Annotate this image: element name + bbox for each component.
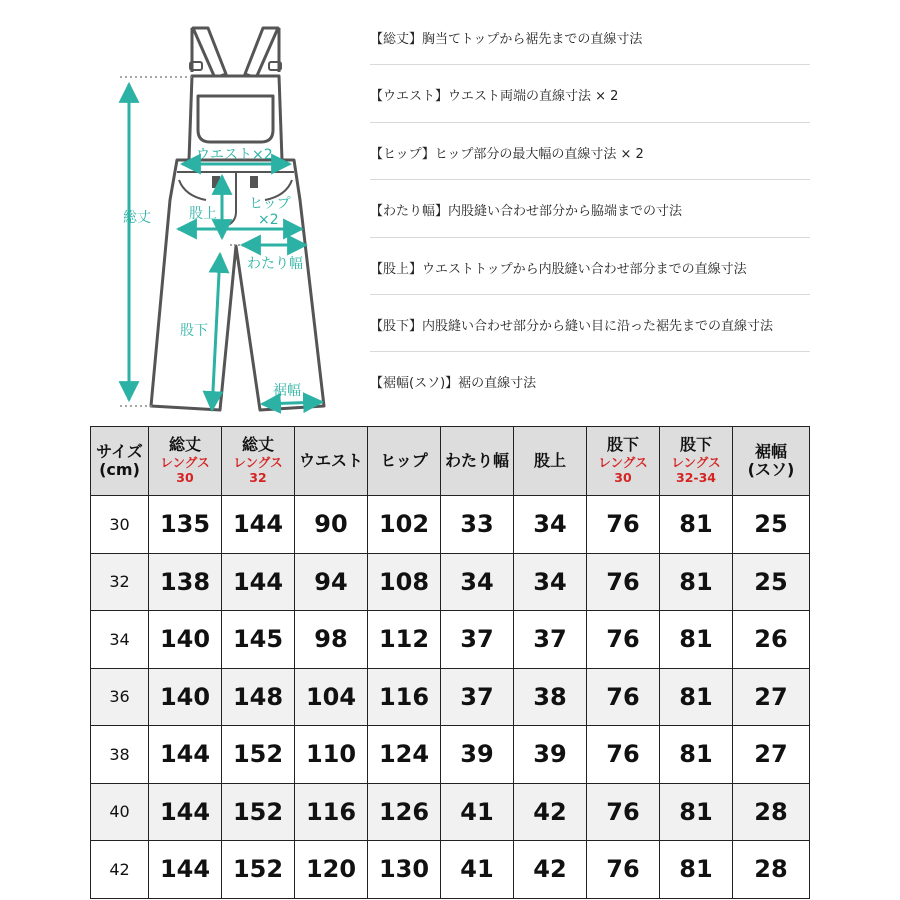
table-row — [91, 496, 810, 554]
value-cell: 76 — [587, 496, 660, 554]
value-cell: 39 — [441, 726, 514, 784]
label-rise: 股上 — [189, 206, 217, 222]
header-sublabel: レングス 32-34 — [671, 454, 721, 486]
legend-hem: 【裾幅(スソ)】裾の直線寸法 — [370, 376, 537, 392]
value-cell: 144 — [149, 726, 222, 784]
header-label: サイズ (cm) — [96, 441, 143, 479]
header-hem — [733, 427, 810, 496]
label-total-length: 総丈 — [123, 210, 151, 226]
value-cell: 81 — [660, 553, 733, 611]
value-cell: 76 — [587, 553, 660, 611]
header-sublabel: レングス 30 — [598, 454, 648, 486]
value-cell: 120 — [295, 841, 368, 899]
header-waist — [295, 427, 368, 496]
size-cell: 34 — [91, 611, 149, 669]
header-total-length-32 — [222, 427, 295, 496]
value-cell: 116 — [368, 668, 441, 726]
value-cell: 152 — [222, 841, 295, 899]
label-hem: 裾幅 — [273, 383, 301, 399]
value-cell: 116 — [295, 783, 368, 841]
size-cell: 42 — [91, 841, 149, 899]
header-thigh — [441, 427, 514, 496]
size-cell: 40 — [91, 783, 149, 841]
header-label: 裾幅 (スソ) — [747, 441, 795, 479]
value-cell: 34 — [514, 553, 587, 611]
label-hip: ヒップ — [249, 196, 291, 212]
header-total-length-30 — [149, 427, 222, 496]
value-cell: 144 — [222, 553, 295, 611]
value-cell: 41 — [441, 841, 514, 899]
value-cell: 76 — [587, 841, 660, 899]
value-cell: 76 — [587, 783, 660, 841]
value-cell: 148 — [222, 668, 295, 726]
value-cell: 42 — [514, 783, 587, 841]
value-cell: 124 — [368, 726, 441, 784]
table-row — [91, 553, 810, 611]
value-cell: 26 — [733, 611, 810, 669]
value-cell: 76 — [587, 668, 660, 726]
value-cell: 37 — [514, 611, 587, 669]
value-cell: 90 — [295, 496, 368, 554]
value-cell: 34 — [514, 496, 587, 554]
legend-thigh: 【わたり幅】内股縫い合わせ部分から脇端までの寸法 — [370, 180, 810, 237]
value-cell: 152 — [222, 783, 295, 841]
size-cell: 30 — [91, 496, 149, 554]
value-cell: 81 — [660, 496, 733, 554]
value-cell: 25 — [733, 496, 810, 554]
value-cell: 81 — [660, 726, 733, 784]
header-rise — [514, 427, 587, 496]
value-cell: 144 — [149, 841, 222, 899]
header-inseam-32-34 — [660, 427, 733, 496]
size-cell: 38 — [91, 726, 149, 784]
header-sublabel: レングス 30 — [160, 454, 210, 486]
value-cell: 76 — [587, 611, 660, 669]
header-label: 総丈 — [168, 435, 201, 455]
value-cell: 112 — [368, 611, 441, 669]
label-inseam: 股下 — [180, 323, 208, 339]
header-label: 股下 — [679, 435, 712, 455]
size-cell: 36 — [91, 668, 149, 726]
label-waist: ウエスト×2 — [196, 147, 273, 163]
value-cell: 144 — [149, 783, 222, 841]
value-cell: 76 — [587, 726, 660, 784]
value-cell: 28 — [733, 783, 810, 841]
legend-rise: 【股上】ウエストトップから内股縫い合わせ部分までの直線寸法 — [370, 238, 810, 295]
legend-waist: 【ウエスト】ウエスト両端の直線寸法 × 2 — [370, 65, 810, 122]
value-cell: 34 — [441, 553, 514, 611]
value-cell: 41 — [441, 783, 514, 841]
value-cell: 27 — [733, 726, 810, 784]
header-inseam-30 — [587, 427, 660, 496]
value-cell: 130 — [368, 841, 441, 899]
header-label: わたり幅 — [444, 450, 509, 470]
value-cell: 144 — [222, 496, 295, 554]
value-cell: 39 — [514, 726, 587, 784]
header-size — [91, 427, 149, 496]
overalls-outline — [151, 28, 324, 410]
value-cell: 110 — [295, 726, 368, 784]
value-cell: 81 — [660, 783, 733, 841]
value-cell: 152 — [222, 726, 295, 784]
value-cell: 135 — [149, 496, 222, 554]
value-cell: 94 — [295, 553, 368, 611]
value-cell: 108 — [368, 553, 441, 611]
value-cell: 104 — [295, 668, 368, 726]
legend-hip: 【ヒップ】ヒップ部分の最大幅の直線寸法 × 2 — [370, 123, 810, 180]
size-chart-table — [90, 426, 810, 899]
size-cell: 32 — [91, 553, 149, 611]
value-cell: 33 — [441, 496, 514, 554]
header-hip — [368, 427, 441, 496]
overalls-measurement-diagram — [0, 0, 360, 420]
header-label: ヒップ — [380, 450, 428, 470]
measurement-legend — [370, 8, 810, 410]
value-cell: 98 — [295, 611, 368, 669]
header-label: ウエスト — [298, 450, 363, 470]
value-cell: 27 — [733, 668, 810, 726]
table-header-row — [91, 427, 810, 496]
value-cell: 37 — [441, 611, 514, 669]
value-cell: 140 — [149, 611, 222, 669]
value-cell: 37 — [441, 668, 514, 726]
value-cell: 138 — [149, 553, 222, 611]
value-cell: 25 — [733, 553, 810, 611]
value-cell: 28 — [733, 841, 810, 899]
value-cell: 140 — [149, 668, 222, 726]
table-row — [91, 611, 810, 669]
header-label: 股上 — [533, 450, 566, 470]
value-cell: 81 — [660, 668, 733, 726]
legend-inseam: 【股下】内股縫い合わせ部分から縫い目に沿った裾先までの直線寸法 — [370, 295, 810, 352]
value-cell: 42 — [514, 841, 587, 899]
legend-total-length: 【総丈】胸当てトップから裾先までの直線寸法 — [370, 8, 810, 65]
table-row — [91, 841, 810, 899]
value-cell: 81 — [660, 841, 733, 899]
header-sublabel: レングス 32 — [233, 454, 283, 486]
label-hip-multiplier: ×2 — [258, 212, 279, 228]
value-cell: 145 — [222, 611, 295, 669]
value-cell: 102 — [368, 496, 441, 554]
header-label: 股下 — [606, 435, 639, 455]
table-row — [91, 783, 810, 841]
table-row — [91, 726, 810, 784]
table-row — [91, 668, 810, 726]
label-thigh: わたり幅 — [247, 256, 303, 272]
value-cell: 126 — [368, 783, 441, 841]
header-label: 総丈 — [241, 435, 274, 455]
value-cell: 81 — [660, 611, 733, 669]
value-cell: 38 — [514, 668, 587, 726]
